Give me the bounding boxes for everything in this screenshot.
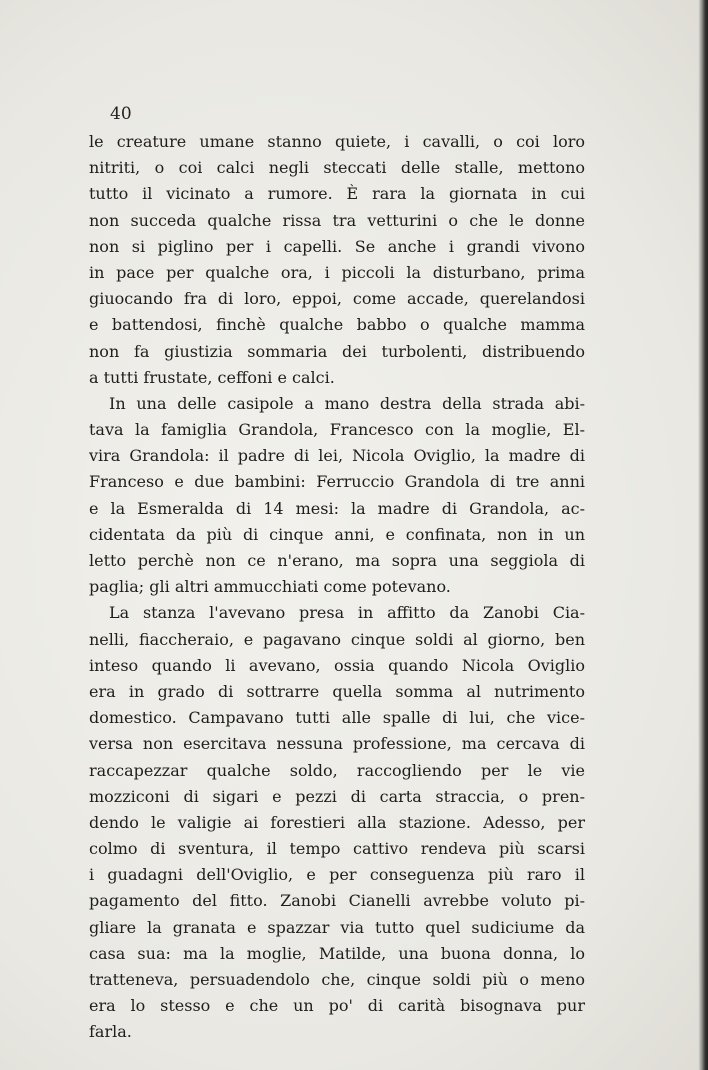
text-line: non si piglino per i capelli. Se anche i grandi vivono [89,236,585,256]
page-binding-edge [698,0,708,1070]
text-line: colmo di sventura, il tempo cattivo rendeva più scarsi [89,839,585,859]
text-line: i guadagni dell'Oviglio, e per conseguenza più raro il [89,865,585,885]
text-line: casa sua: ma la moglie, Matilde, una buona donna, lo [89,943,585,963]
text-line: paglia; gli altri ammucchiati come potevano. [89,577,451,597]
text-line: mozziconi di sigari e pezzi di carta straccia, o pren- [89,786,585,806]
text-line: tratteneva, persuadendolo che, cinque soldi più o meno [89,970,585,989]
text-line: gliare la granata e spazzar via tutto quel sudiciume da [89,917,585,937]
text-line: era lo stesso e che un po' di carità bisognava pur [89,996,585,1016]
text-line: tava la famiglia Grandola, Francesco con la moglie, El- [89,420,585,440]
text-line: a tutti frustate, ceffoni e calci. [89,367,335,387]
text-line: non succeda qualche rissa tra vetturini o che le donne [89,210,585,230]
text-line: pagamento del fitto. Zanobi Cianelli avrebbe voluto pi- [89,891,585,911]
text-line: dendo le valigie ai forestieri alla stazione. Adesso, per [89,812,585,832]
text-line: nitriti, o coi calci negli steccati delle stalle, mettono [89,158,585,178]
text-line: raccapezzar qualche soldo, raccogliendo per le vie [89,760,585,780]
text-line: giuocando fra di loro, eppoi, come accade, querelandosi [89,289,585,309]
text-line: inteso quando li avevano, ossia quando Nicola Oviglio [89,655,585,675]
text-line: farla. [89,1022,132,1042]
text-line: versa non esercitava nessuna professione, ma cercava di [89,734,585,754]
page-number: 40 [110,104,132,124]
text-line: e battendosi, finchè qualche babbo o qualche mamma [89,315,585,335]
text-line: e la Esmeralda di 14 mesi: la madre di Grandola, ac- [89,498,585,518]
text-line: tutto il vicinato a rumore. È rara la giornata in cui [89,184,585,204]
text-line: era in grado di sottrarre quella somma al nutrimento [89,681,585,701]
text-line: in pace per qualche ora, i piccoli la disturbano, prima [89,262,585,282]
body-text [89,129,585,1046]
text-line: letto perchè non ce n'erano, ma sopra una seggiola di [89,551,585,570]
text-line: Franceso e due bambini: Ferruccio Grandola di tre anni [89,472,585,492]
text-line: nelli, fiaccheraio, e pagavano cinque soldi al giorno, ben [89,629,585,649]
text-line: In una delle casipole a mano destra della strada abi- [109,393,585,413]
text-line: La stanza l'avevano presa in affitto da Zanobi Cia- [109,603,585,623]
text-line: cidentata da più di cinque anni, e confinata, non in un [89,524,585,544]
text-line: le creature umane stanno quiete, i cavalli, o coi loro [89,132,585,151]
text-line: domestico. Campavano tutti alle spalle di lui, che vice- [89,708,585,728]
text-line: vira Grandola: il padre di lei, Nicola Oviglio, la madre di [89,446,585,466]
text-line: non fa giustizia sommaria dei turbolenti, distribuendo [89,341,585,361]
